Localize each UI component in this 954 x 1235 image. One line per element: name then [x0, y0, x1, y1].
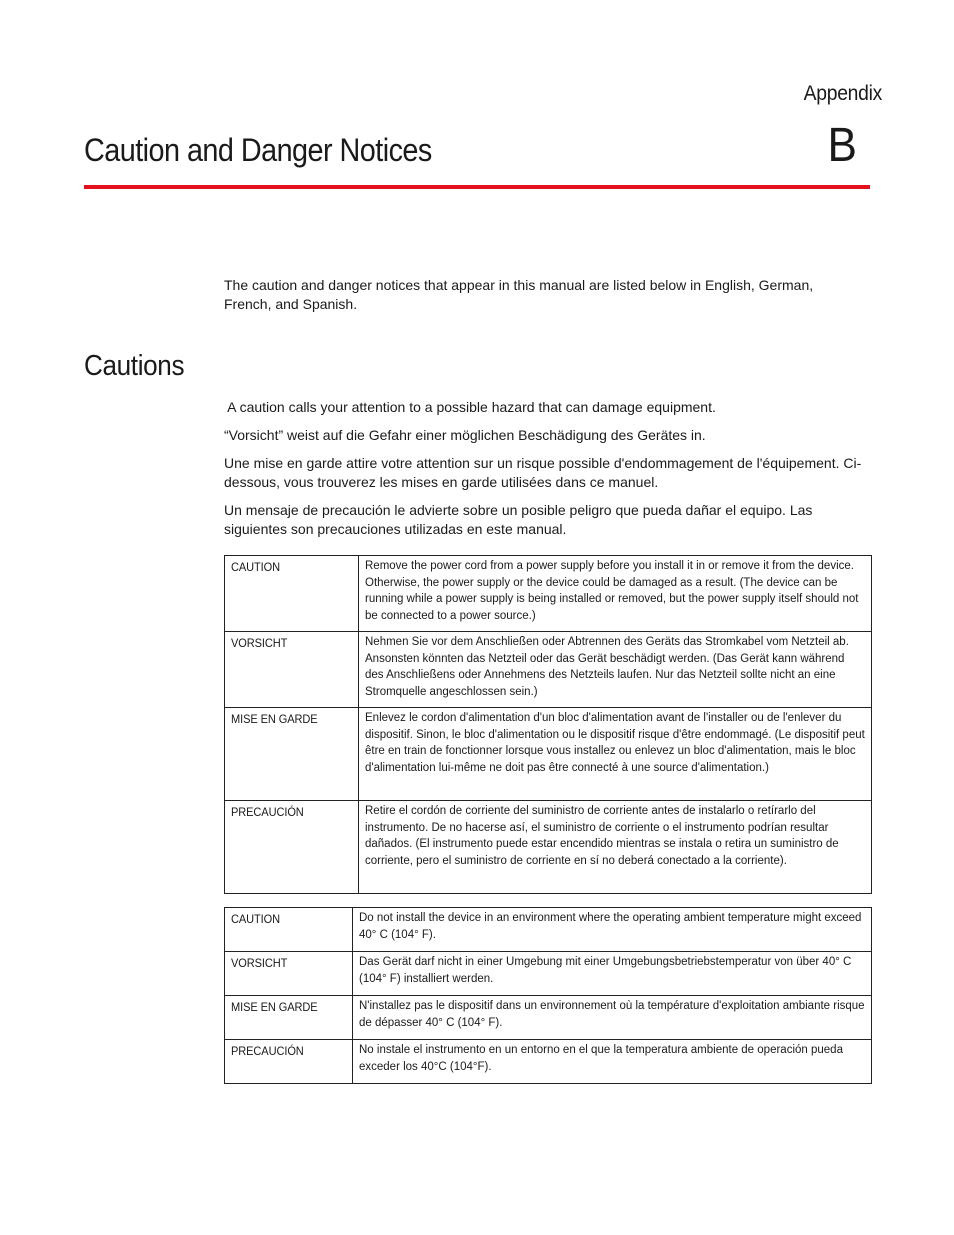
notice-text: No instale el instrumento en un entorno en el que la temperatura ambiente de operación pueda exceder los 40°C (104°F).: [353, 1040, 872, 1084]
table-row: [225, 556, 872, 632]
table-row: [225, 996, 872, 1040]
caution-table-power-cord: [224, 555, 872, 894]
notice-text: Das Gerät darf nicht in einer Umgebung mit einer Umgebungsbetriebstemperatur von über 40° C (104° F) installiert werden.: [353, 952, 872, 996]
notice-text: Nehmen Sie vor dem Anschließen oder Abtrennen des Geräts das Stromkabel vom Netzteil ab. Ansonsten könnten das Netzteil oder das Gerät beschädigt werden. (Das Gerät kann während des Anschließens oder Annehmens des Netzteils laufen. Nur das Netzteil sollte nicht an eine Stromquelle angeschlossen sein.): [359, 632, 872, 708]
notice-label-cell: [225, 556, 359, 632]
table-row: [225, 952, 872, 996]
notice-label: MISE EN GARDE: [231, 1000, 318, 1014]
table-row: [225, 801, 872, 894]
notice-label: CAUTION: [231, 560, 281, 574]
notice-text: Enlevez le cordon d'alimentation d'un bloc d'alimentation avant de l'installer ou de l'enlever du dispositif. Sinon, le bloc d'alimentation ou le dispositif risque d'être endommagé. (Le dispositif peut être en train de fonctionner lorsque vous installez ou enlevez un bloc d'alimentation, mais le bloc d'alimentation lui-même ne doit pas être connecté à une source d'alimentation.): [359, 708, 872, 801]
notice-label-cell: [225, 632, 359, 708]
table-row: [225, 1040, 872, 1084]
table-row: [225, 908, 872, 952]
notice-text: Do not install the device in an environment where the operating ambient temperature might exceed 40° C (104° F).: [353, 908, 872, 952]
notice-label-cell: [225, 952, 353, 996]
notice-label-cell: [225, 996, 353, 1040]
caution-definition-fr: Une mise en garde attire votre attention sur un risque possible d'endommagement de l'équipement. Ci-dessous, vous trouverez les mises en garde utilisées dans ce manuel.: [224, 455, 862, 490]
caution-table-temperature: [224, 907, 872, 1084]
chapter-title: Caution and Danger Notices: [84, 132, 432, 168]
caution-definition-de: “Vorsicht” weist auf die Gefahr einer möglichen Beschädigung des Gerätes in.: [224, 427, 706, 443]
notice-label-cell: [225, 708, 359, 801]
notice-label-cell: [225, 1040, 353, 1084]
notice-label: CAUTION: [231, 912, 281, 926]
table-row: [225, 708, 872, 801]
notice-text: N'installez pas le dispositif dans un environnement où la température d'exploitation ambiante risque de dépasser 40° C (104° F).: [353, 996, 872, 1040]
intro-paragraph: The caution and danger notices that appear in this manual are listed below in English, German, French, and Spanish.: [224, 277, 814, 312]
table-row: [225, 632, 872, 708]
appendix-letter: B: [827, 119, 857, 172]
notice-label: VORSICHT: [231, 636, 288, 650]
notice-label: MISE EN GARDE: [231, 712, 318, 726]
notice-text: Remove the power cord from a power supply before you install it in or remove it from the device. Otherwise, the power supply or the device could be damaged as a result. (The device can be running while a power supply is being installed or removed, but the power supply itself should not be connected to a power source.): [359, 556, 872, 632]
notice-label: VORSICHT: [231, 956, 288, 970]
caution-definition-en: A caution calls your attention to a possible hazard that can damage equipment.: [224, 399, 716, 415]
caution-definition-es: Un mensaje de precaución le advierte sobre un posible peligro que pueda dañar el equipo. Las siguientes son precauciones utilizadas en este manual.: [224, 502, 813, 537]
appendix-label: Appendix: [803, 82, 882, 105]
notice-label-cell: [225, 801, 359, 894]
notice-label: PRECAUCIÓN: [231, 1044, 304, 1058]
notice-text: Retire el cordón de corriente del suministro de corriente antes de instalarlo o retírarlo del instrumento. De no hacerse así, el suministro de corriente o el instrumento podrían resultar dañados. (El instrumento puede estar encendido mientras se instala o retira un suministro de corriente, pero el suministro de corriente en sí no deberá conectado a la corriente).: [359, 801, 872, 894]
notice-label: PRECAUCIÓN: [231, 805, 304, 819]
title-rule: [84, 185, 870, 189]
section-heading-cautions: Cautions: [84, 350, 185, 382]
notice-label-cell: [225, 908, 353, 952]
